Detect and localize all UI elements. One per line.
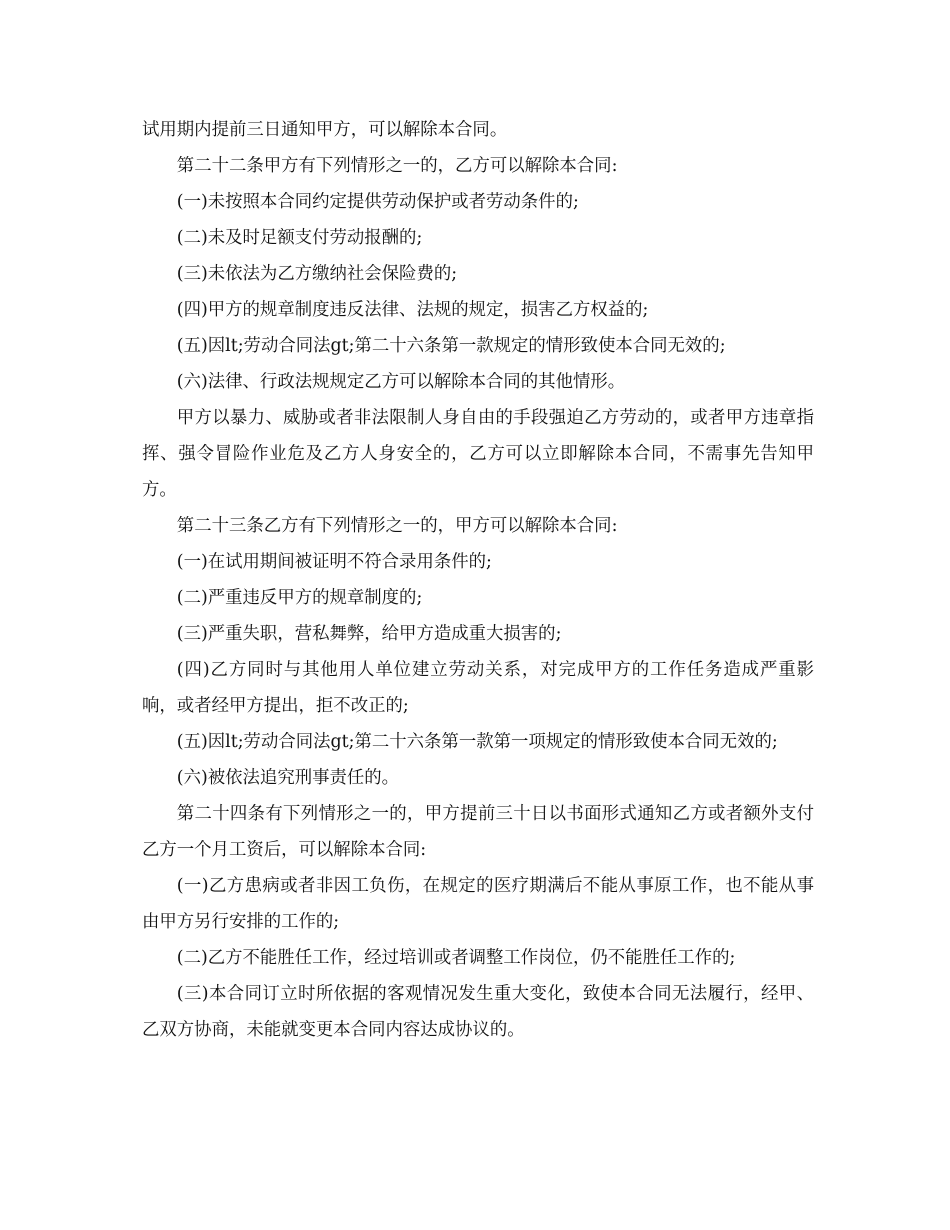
article-22-item-5: (五)因lt;劳动合同法gt;第二十六条第一款规定的情形致使本合同无效的; bbox=[176, 336, 726, 356]
article-22-immediate-termination: 甲方以暴力、威胁或者非法限制人身自由的手段强迫乙方劳动的，或者甲方违章指挥、强令冒险作业危及乙方人身安全的，乙方可以立即解除本合同，不需事先告知甲方。 bbox=[142, 408, 814, 500]
article-22-item-3: (三)未依法为乙方缴纳社会保险费的; bbox=[176, 264, 458, 284]
article-24-item-1: (一)乙方患病或者非因工负伤，在规定的医疗期满后不能从事原工作，也不能从事由甲方另行安排的工作的; bbox=[142, 876, 814, 932]
article-23-item-2: (二)严重违反甲方的规章制度的; bbox=[176, 588, 423, 608]
article-23-item-3: (三)严重失职，营私舞弊，给甲方造成重大损害的; bbox=[176, 624, 562, 644]
article-22-item-6: (六)法律、行政法规规定乙方可以解除本合同的其他情形。 bbox=[176, 372, 626, 392]
article-24-item-3: (三)本合同订立时所依据的客观情况发生重大变化，致使本合同无法履行，经甲、乙双方协商，未能就变更本合同内容达成协议的。 bbox=[142, 984, 814, 1040]
article-22-item-1: (一)未按照本合同约定提供劳动保护或者劳动条件的; bbox=[176, 192, 579, 212]
article-24-heading: 第二十四条有下列情形之一的，甲方提前三十日以书面形式通知乙方或者额外支付乙方一个月工资后，可以解除本合同: bbox=[142, 804, 814, 860]
document-body bbox=[142, 112, 814, 1048]
article-22-item-4: (四)甲方的规章制度违反法律、法规的规定，损害乙方权益的; bbox=[176, 300, 649, 320]
paragraph-continuation: 试用期内提前三日通知甲方，可以解除本合同。 bbox=[142, 120, 508, 140]
article-23-item-6: (六)被依法追究刑事责任的。 bbox=[176, 768, 400, 788]
article-22-heading: 第二十二条甲方有下列情形之一的，乙方可以解除本合同: bbox=[176, 156, 618, 176]
article-23-heading: 第二十三条乙方有下列情形之一的，甲方可以解除本合同: bbox=[176, 516, 618, 536]
article-24-item-2: (二)乙方不能胜任工作，经过培训或者调整工作岗位，仍不能胜任工作的; bbox=[176, 948, 736, 968]
article-23-item-4: (四)乙方同时与其他用人单位建立劳动关系，对完成甲方的工作任务造成严重影响，或者经甲方提出，拒不改正的; bbox=[142, 660, 814, 716]
article-23-item-1: (一)在试用期间被证明不符合录用条件的; bbox=[176, 552, 492, 572]
article-22-item-2: (二)未及时足额支付劳动报酬的; bbox=[176, 228, 423, 248]
article-23-item-5: (五)因lt;劳动合同法gt;第二十六条第一款第一项规定的情形致使本合同无效的; bbox=[176, 732, 778, 752]
